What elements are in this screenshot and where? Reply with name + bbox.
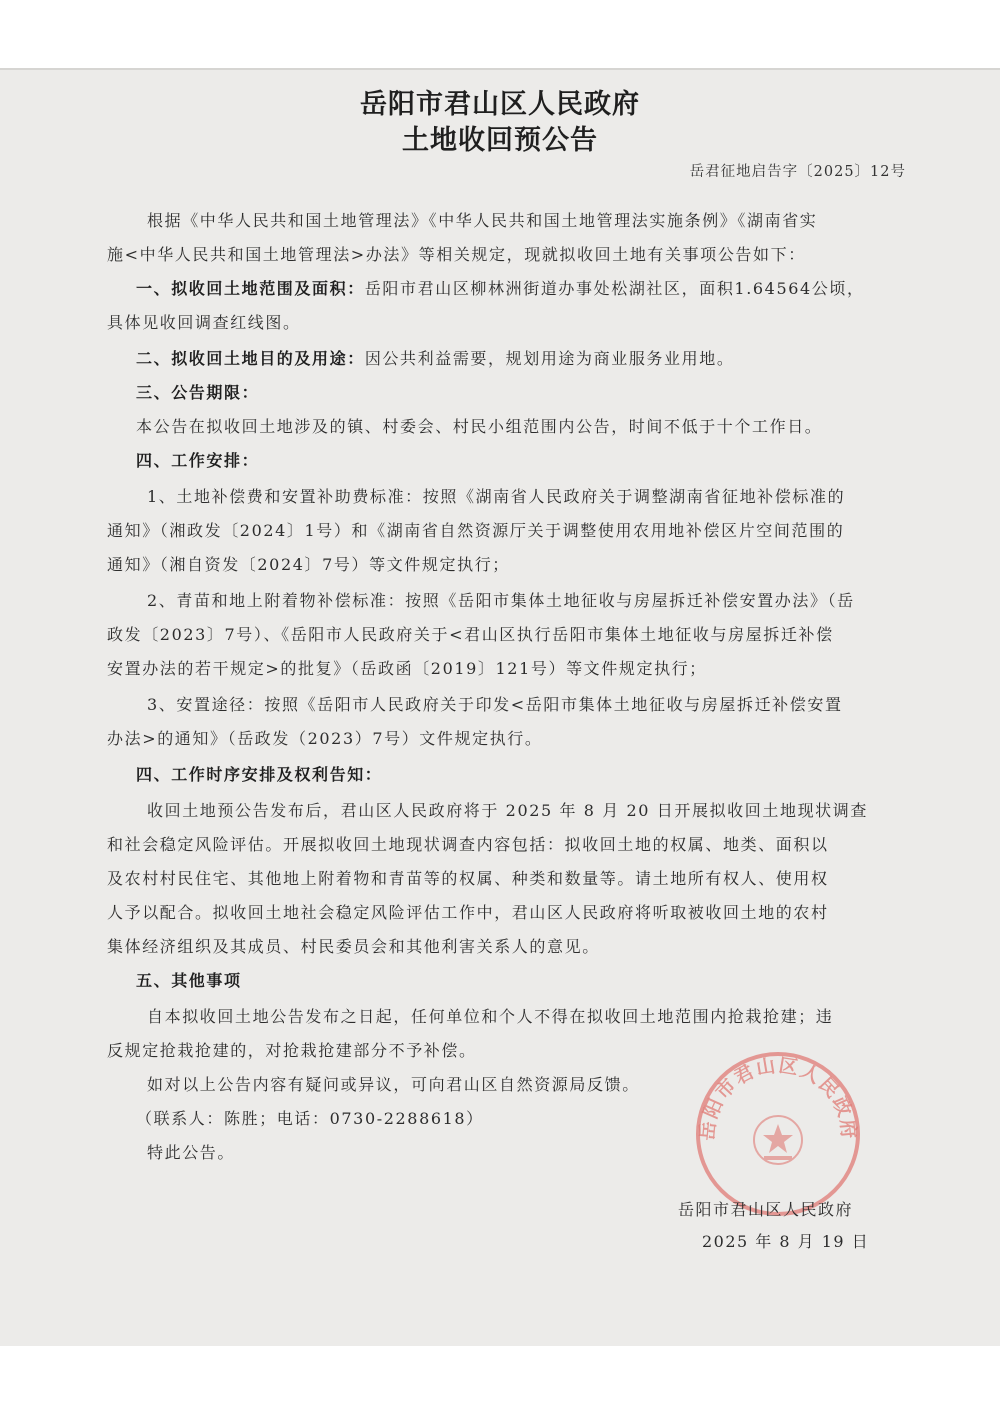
section-5-line-2: 和社会稳定风险评估。开展拟收回土地现状调查内容包括：拟收回土地的权属、地类、面积以 — [107, 835, 829, 854]
intro-line-1: 根据《中华人民共和国土地管理法》《中华人民共和国土地管理法实施条例》《湖南省实 — [147, 211, 818, 230]
notice-issuer-title: 岳阳市君山区人民政府 — [360, 89, 640, 120]
seal-text: 岳阳市君山区人民政府 — [696, 1054, 860, 1142]
section-5-heading: 四、工作时序安排及权利告知： — [136, 765, 383, 784]
section-4-item-2-line-1: 2、青苗和地上附着物补偿标准：按照《岳阳市集体土地征收与房屋拆迁补偿安置办法》（岳 — [147, 591, 855, 610]
inquiry-line: 如对以上公告内容有疑问或异议，可向君山区自然资源局反馈。 — [147, 1075, 640, 1094]
section-4-item-1-line-3: 通知》（湘自资发〔2024〕7号）等文件规定执行； — [107, 555, 510, 574]
section-4-item-1-line-1: 1、土地补偿费和安置补助费标准：按照《湖南省人民政府关于调整湖南省征地补偿标准的 — [147, 487, 846, 506]
signature-org: 岳阳市君山区人民政府 — [678, 1200, 854, 1219]
contact-line: （联系人：陈胜；电话：0730-2288618） — [136, 1109, 484, 1128]
section-2-heading: 二、拟收回土地目的及用途： — [136, 349, 365, 368]
section-6-line-2: 反规定抢栽抢建的，对抢栽抢建部分不予补偿。 — [107, 1041, 477, 1060]
document-number: 岳君征地启告字〔2025〕12号 — [689, 164, 906, 180]
section-2 — [136, 346, 734, 369]
closing-line: 特此公告。 — [147, 1143, 236, 1162]
section-4-heading: 四、工作安排： — [136, 451, 260, 470]
section-4-item-2-line-2: 政发〔2023〕7号）、《岳阳市人民政府关于<君山区执行岳阳市集体土地征收与房屋拆迁补偿 — [107, 625, 834, 644]
section-4-item-3-line-2: 办法>的通知》（岳政发（2023）7号）文件规定执行。 — [107, 729, 543, 748]
section-3-heading: 三、公告期限： — [136, 383, 260, 402]
section-1 — [136, 276, 865, 299]
section-3-text: 本公告在拟收回土地涉及的镇、村委会、村民小组范围内公告，时间不低于十个工作日。 — [136, 417, 823, 436]
section-5-line-5: 集体经济组织及其成员、村民委员会和其他利害关系人的意见。 — [107, 937, 600, 956]
section-5-line-3: 及农村村民住宅、其他地上附着物和青苗等的权属、种类和数量等。请土地所有权人、使用权 — [107, 869, 829, 888]
section-4-item-1-line-2: 通知》（湘政发〔2024〕1号）和《湖南省自然资源厅关于调整使用农用地补偿区片空间范围的 — [107, 521, 845, 540]
signature-date: 2025 年 8 月 19 日 — [702, 1232, 870, 1251]
section-6-line-1: 自本拟收回土地公告发布之日起，任何单位和个人不得在拟收回土地范围内抢栽抢建；违 — [147, 1007, 834, 1026]
section-4-item-2-line-3: 安置办法的若干规定>的批复》（岳政函〔2019〕121号）等文件规定执行； — [107, 659, 707, 678]
section-1-heading: 一、拟收回土地范围及面积： — [136, 279, 365, 298]
section-5-line-1: 收回土地预公告发布后，君山区人民政府将于 2025 年 8 月 20 日开展拟收回土地现状调查 — [147, 801, 868, 820]
official-seal-icon — [692, 1048, 864, 1220]
section-4-item-3-line-1: 3、安置途径：按照《岳阳市人民政府关于印发<岳阳市集体土地征收与房屋拆迁补偿安置 — [147, 695, 843, 714]
intro-line-2: 施<中华人民共和国土地管理法>办法》等相关规定，现就拟收回土地有关事项公告如下： — [107, 245, 806, 264]
section-6-heading: 五、其他事项 — [136, 971, 242, 990]
section-1-text: 岳阳市君山区柳林洲街道办事处松湖社区，面积1.64564公顷， — [364, 279, 865, 298]
section-5-line-4: 人予以配合。拟收回土地社会稳定风险评估工作中，君山区人民政府将听取被收回土地的农村 — [107, 903, 829, 922]
notice-title: 土地收回预公告 — [402, 125, 598, 156]
section-2-text: 因公共利益需要，规划用途为商业服务业用地。 — [364, 349, 735, 368]
section-1-text-2: 具体见收回调查红线图。 — [107, 313, 301, 332]
